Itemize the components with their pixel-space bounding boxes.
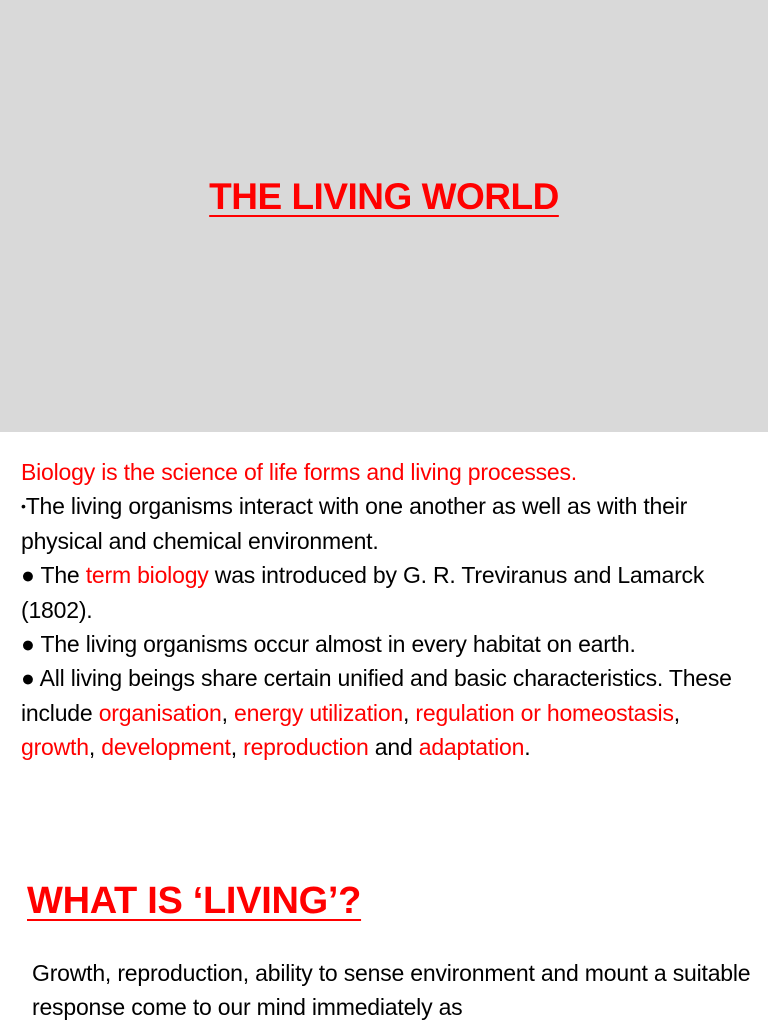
characteristic-development: development	[101, 734, 231, 761]
comma-separator: ,	[221, 699, 234, 726]
paragraph-2-pre: The	[34, 562, 86, 589]
end-period: .	[524, 734, 531, 761]
characteristic-energy-utilization: energy utilization	[234, 699, 404, 726]
bullet-icon: •	[21, 498, 26, 515]
term-biology-highlight: term biology	[85, 562, 209, 589]
comma-separator: ,	[403, 699, 416, 726]
comma-separator: ,	[673, 699, 680, 726]
bullet-paragraph-3	[21, 627, 756, 661]
slide-title: THE LIVING WORLD	[209, 176, 559, 217]
and-separator: and	[368, 734, 419, 761]
paragraph-4-text: All living beings share certain unified and basic characteristics. These include	[21, 665, 732, 726]
title-slide-panel	[0, 0, 768, 432]
characteristic-reproduction: reproduction	[243, 734, 369, 761]
section-body-text: Growth, reproduction, ability to sense environment and mount a suitable response come to our mind immediately as	[32, 960, 751, 1020]
comma-separator: ,	[230, 734, 244, 761]
paragraph-2-post: was introduced by G. R. Treviranus and Lamarck (1802).	[21, 562, 705, 623]
characteristic-growth: growth	[21, 734, 89, 761]
characteristic-organisation: organisation	[98, 699, 222, 726]
bullet-paragraph-1	[21, 489, 756, 558]
characteristic-adaptation: adaptation	[418, 734, 525, 761]
bullet-icon: ●	[21, 562, 35, 589]
bullet-paragraph-4	[21, 661, 756, 764]
definition-text: Biology is the science of life forms and living processes.	[21, 459, 577, 485]
paragraph-3-text: The living organisms occur almost in every habitat on earth.	[34, 631, 636, 658]
intro-content	[21, 455, 756, 765]
bullet-icon: ●	[21, 665, 35, 692]
section-heading: WHAT IS ‘LIVING’?	[27, 880, 362, 922]
bullet-icon: ●	[21, 631, 35, 658]
paragraph-1-text: The living organisms interact with one another as well as with their physical and chemical environment.	[21, 493, 688, 554]
characteristic-regulation: regulation or homeostasis	[415, 699, 674, 726]
bullet-paragraph-2	[21, 558, 756, 627]
biology-definition	[21, 455, 756, 489]
comma-separator: ,	[88, 734, 102, 761]
